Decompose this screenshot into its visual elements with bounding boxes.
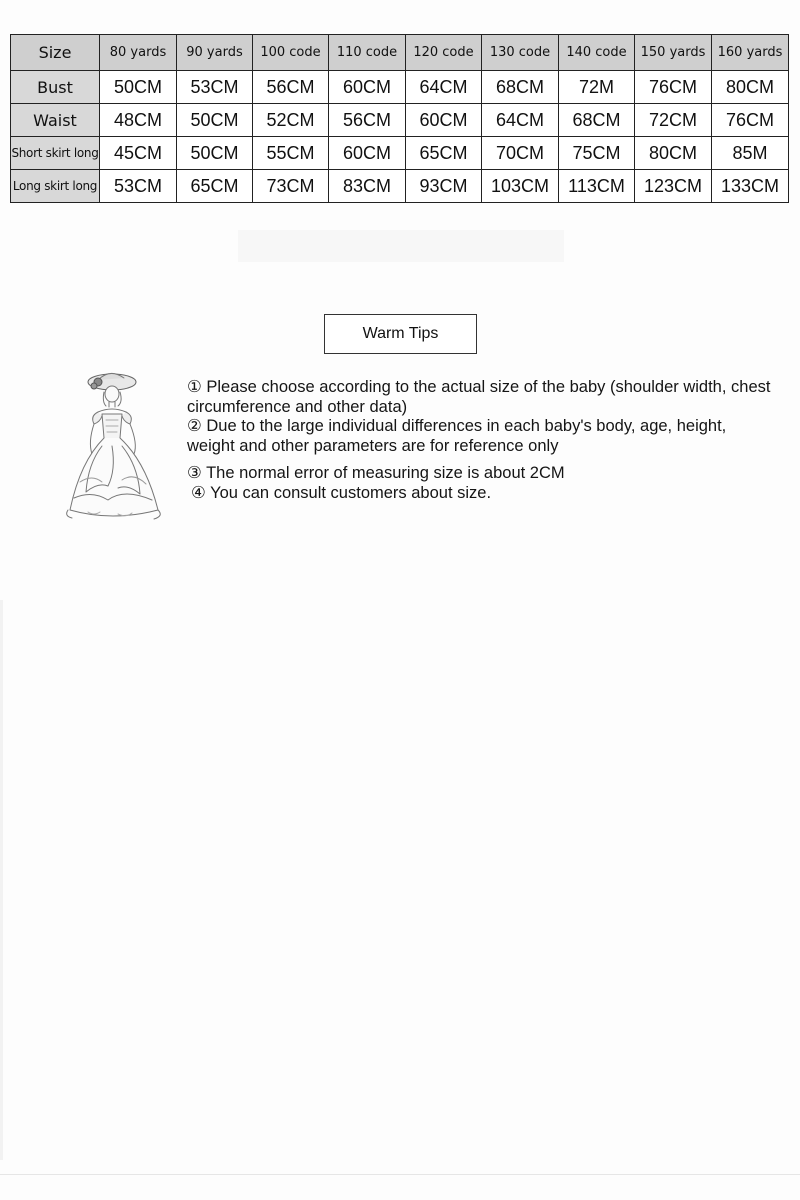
size-header-cell: Size — [11, 35, 100, 71]
size-column-header: 80 yards — [100, 35, 177, 71]
measurement-cell: 60CM — [329, 71, 406, 104]
warm-tips-title-box — [324, 314, 477, 354]
dress-sketch-icon — [58, 362, 168, 524]
measurement-cell: 56CM — [253, 71, 329, 104]
measurement-cell: 64CM — [406, 71, 482, 104]
bottom-divider — [0, 1174, 800, 1175]
table-header-row — [11, 35, 789, 71]
measurement-cell: 68CM — [559, 104, 635, 137]
size-column-header: 120 code — [406, 35, 482, 71]
table-row-long-skirt-length — [11, 170, 789, 203]
measurement-cell: 53CM — [100, 170, 177, 203]
row-label-bust: Bust — [11, 71, 100, 104]
tip-item: ③ The normal error of measuring size is about 2CM — [187, 464, 565, 482]
measurement-cell: 65CM — [406, 137, 482, 170]
row-label-short-skirt-length: Short skirt long — [11, 137, 100, 170]
measurement-cell: 72CM — [635, 104, 712, 137]
size-column-header: 140 code — [559, 35, 635, 71]
row-label-waist: Waist — [11, 104, 100, 137]
girl-dress-illustration — [58, 362, 168, 524]
measurement-cell: 113CM — [559, 170, 635, 203]
size-column-header: 130 code — [482, 35, 559, 71]
table-row-bust — [11, 71, 789, 104]
tip-item: ① Please choose according to the actual size of the baby (shoulder width, chest circumference and other data) — [187, 378, 771, 416]
warm-tips-title: Warm Tips — [362, 325, 439, 342]
size-column-header: 150 yards — [635, 35, 712, 71]
measurement-cell: 133CM — [712, 170, 789, 203]
row-label-long-skirt-length: Long skirt long — [11, 170, 100, 203]
measurement-cell: 93CM — [406, 170, 482, 203]
measurement-cell: 65CM — [177, 170, 253, 203]
warm-tips-list — [187, 378, 777, 503]
measurement-cell: 45CM — [100, 137, 177, 170]
measurement-cell: 60CM — [406, 104, 482, 137]
table-row-short-skirt-length — [11, 137, 789, 170]
measurement-cell: 55CM — [253, 137, 329, 170]
measurement-cell: 50CM — [100, 71, 177, 104]
measurement-cell: 75CM — [559, 137, 635, 170]
measurement-cell: 70CM — [482, 137, 559, 170]
size-column-header: 110 code — [329, 35, 406, 71]
measurement-cell: 85M — [712, 137, 789, 170]
measurement-cell: 48CM — [100, 104, 177, 137]
tip-item: ④ You can consult customers about size. — [191, 483, 492, 502]
measurement-cell: 76CM — [635, 71, 712, 104]
measurement-cell: 83CM — [329, 170, 406, 203]
measurement-cell: 52CM — [253, 104, 329, 137]
tip-item: ② Due to the large individual differences in each baby's body, age, height, weight and other parameters are for reference only — [187, 417, 727, 455]
measurement-cell: 80CM — [712, 71, 789, 104]
measurement-cell: 56CM — [329, 104, 406, 137]
measurement-cell: 76CM — [712, 104, 789, 137]
measurement-cell: 60CM — [329, 137, 406, 170]
faint-watermark-band — [238, 230, 564, 262]
size-column-header: 160 yards — [712, 35, 789, 71]
table-row-waist — [11, 104, 789, 137]
measurement-cell: 80CM — [635, 137, 712, 170]
measurement-cell: 123CM — [635, 170, 712, 203]
measurement-cell: 53CM — [177, 71, 253, 104]
size-chart-table — [10, 34, 789, 203]
measurement-cell: 103CM — [482, 170, 559, 203]
measurement-cell: 72M — [559, 71, 635, 104]
measurement-cell: 68CM — [482, 71, 559, 104]
measurement-cell: 50CM — [177, 137, 253, 170]
size-column-header: 90 yards — [177, 35, 253, 71]
size-column-header: 100 code — [253, 35, 329, 71]
measurement-cell: 50CM — [177, 104, 253, 137]
measurement-cell: 73CM — [253, 170, 329, 203]
measurement-cell: 64CM — [482, 104, 559, 137]
left-edge-shadow — [0, 600, 3, 1160]
